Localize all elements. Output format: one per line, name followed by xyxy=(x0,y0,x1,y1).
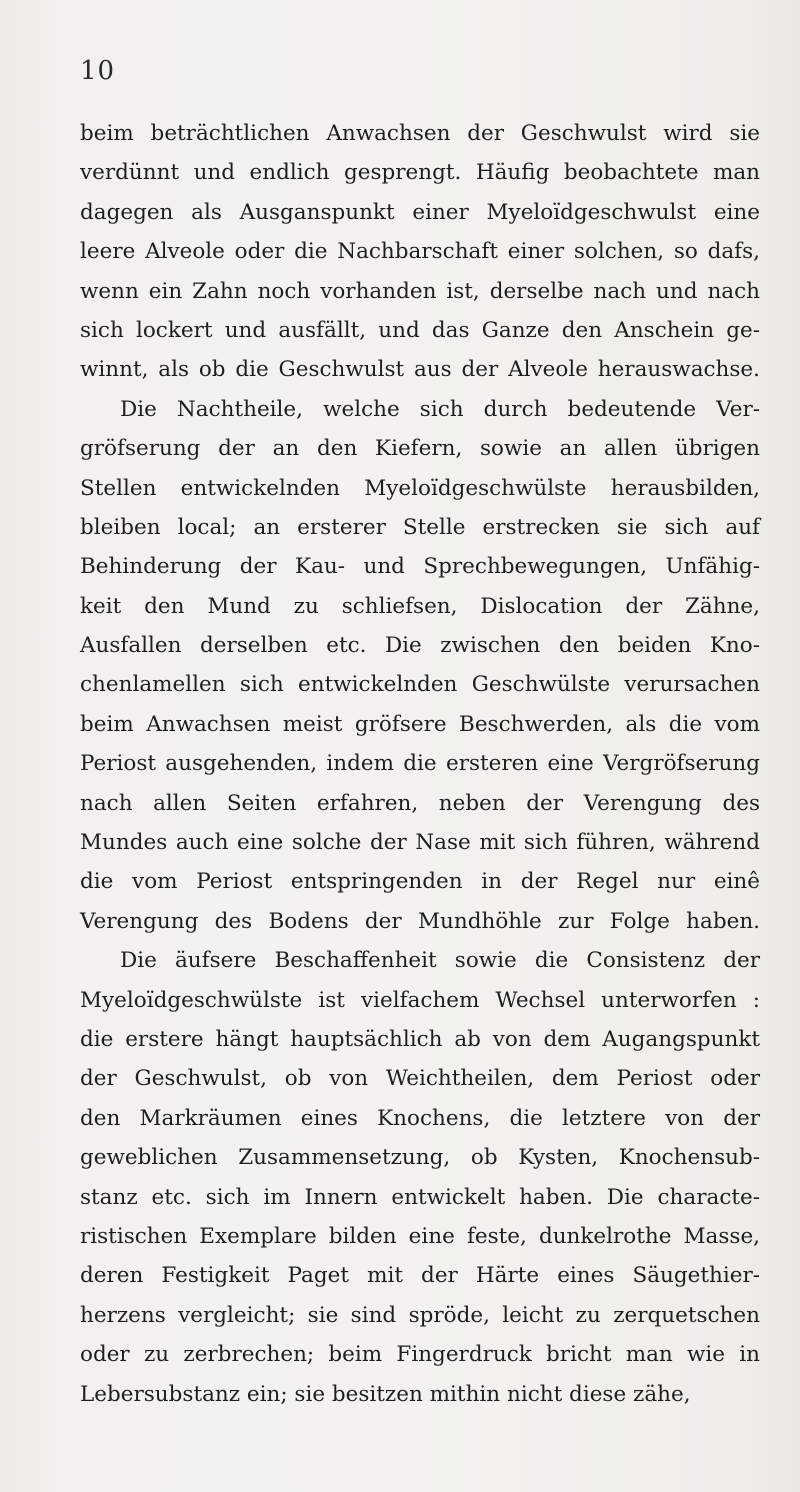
text-line: Verengung des Bodens der Mundhöhle zur Folge haben. xyxy=(80,908,760,934)
text-line: geweblichen Zusammensetzung, ob Kysten, Knochensub- xyxy=(80,1145,760,1171)
text-line: Stellen entwickelnden Myeloïdgeschwülste herausbilden, xyxy=(80,475,760,501)
text-line: dagegen als Ausganspunkt einer Myeloïdgeschwulst eine xyxy=(80,199,760,225)
text-line: beim Anwachsen meist gröfsere Beschwerden, als die vom xyxy=(80,711,760,737)
paragraph-start-line: Die Nachtheile, welche sich durch bedeutende Ver- xyxy=(120,396,760,422)
text-line: gröfserung der an den Kiefern, sowie an allen übrigen xyxy=(80,436,760,462)
text-line: winnt, als ob die Geschwulst aus der Alveole herauswachse. xyxy=(80,357,760,383)
text-line: keit den Mund zu schliefsen, Dislocation der Zähne, xyxy=(80,593,760,619)
text-line: oder zu zerbrechen; beim Fingerdruck bricht man wie in xyxy=(80,1342,760,1368)
text-line: leere Alveole oder die Nachbarschaft einer solchen, so dafs, xyxy=(80,239,760,265)
text-line: chenlamellen sich entwickelnden Geschwülste verursachen xyxy=(80,672,760,698)
text-line: die erstere hängt hauptsächlich ab von dem Augangspunkt xyxy=(80,1026,760,1052)
text-line: Ausfallen derselben etc. Die zwischen den beiden Kno- xyxy=(80,633,760,659)
text-line: deren Festigkeit Paget mit der Härte eines Säugethier- xyxy=(80,1263,760,1289)
page-number: 10 xyxy=(80,56,116,86)
text-line: herzens vergleicht; sie sind spröde, leicht zu zerquetschen xyxy=(80,1302,760,1328)
text-line: Mundes auch eine solche der Nase mit sich führen, während xyxy=(80,830,760,856)
paragraph-start-line: Die äufsere Beschaffenheit sowie die Consistenz der xyxy=(120,948,760,974)
text-line: ristischen Exemplare bilden eine feste, dunkelrothe Masse, xyxy=(80,1223,760,1249)
text-line: sich lockert und ausfällt, und das Ganze den Anschein ge- xyxy=(80,317,760,343)
text-line: Behinderung der Kau- und Sprechbewegungen, Unfähig- xyxy=(80,554,760,580)
text-line: stanz etc. sich im Innern entwickelt haben. Die characte- xyxy=(80,1184,760,1210)
text-line: Periost ausgehenden, indem die ersteren eine Vergröfserung xyxy=(80,751,760,777)
text-line: Lebersubstanz ein; sie besitzen mithin nicht diese zähe, xyxy=(80,1381,691,1407)
text-line: der Geschwulst, ob von Weichtheilen, dem Periost oder xyxy=(80,1066,760,1092)
text-line: beim beträchtlichen Anwachsen der Geschwulst wird sie xyxy=(80,121,760,146)
text-line: den Markräumen eines Knochens, die letztere von der xyxy=(80,1105,760,1131)
text-line: verdünnt und endlich gesprengt. Häufig beobachtete man xyxy=(80,160,760,186)
text-line: die vom Periost entspringenden in der Regel nur einê xyxy=(80,869,760,895)
text-line: wenn ein Zahn noch vorhanden ist, derselbe nach und nach xyxy=(80,278,760,304)
body-text xyxy=(80,114,760,1414)
text-line: bleiben local; an ersterer Stelle erstrecken sie sich auf xyxy=(80,514,760,540)
text-line: nach allen Seiten erfahren, neben der Verengung des xyxy=(80,790,760,816)
text-line: Myeloïdgeschwülste ist vielfachem Wechsel unterworfen : xyxy=(80,987,760,1013)
